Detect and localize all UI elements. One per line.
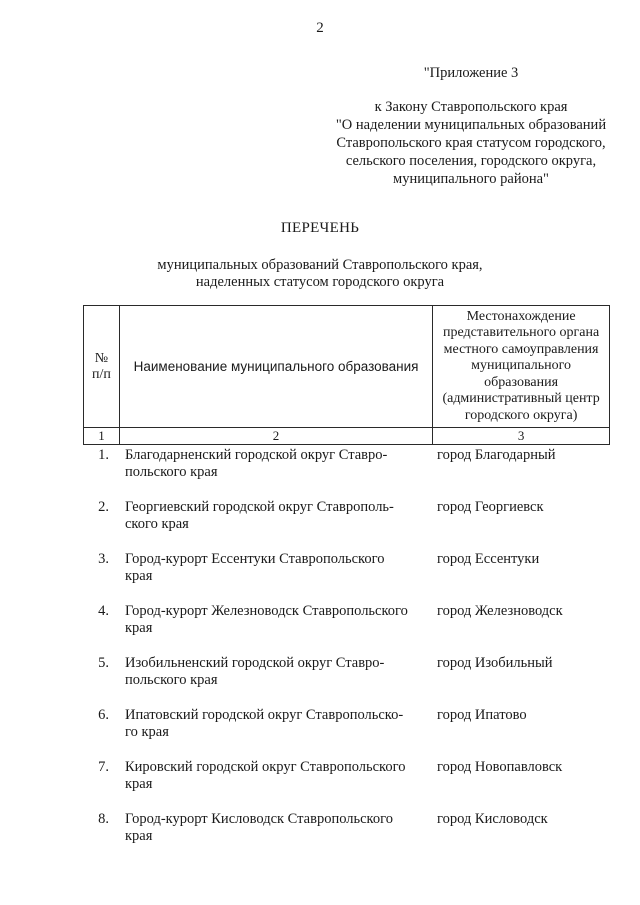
municipality-name bbox=[125, 811, 425, 845]
table-header bbox=[83, 305, 610, 445]
municipality-name-line: Город-курорт Ессентуки Ставропольского bbox=[125, 551, 385, 567]
subheading-line: муниципальных образований Ставропольского края, bbox=[157, 257, 483, 273]
municipality-name bbox=[125, 655, 425, 689]
municipality-name bbox=[125, 707, 425, 741]
appendix-line: муниципального района" bbox=[393, 171, 549, 187]
municipality-location: город Ессентуки bbox=[437, 551, 540, 567]
municipality-name-line: края bbox=[125, 828, 153, 844]
municipality-name-line: польского края bbox=[125, 672, 218, 688]
municipality-name-line: Благодарненский городской округ Ставро- bbox=[125, 447, 388, 463]
header-location-line: представительного органа bbox=[442, 325, 600, 341]
appendix-line: к Закону Ставропольского края bbox=[374, 99, 568, 115]
row-number: 3. bbox=[98, 551, 109, 567]
municipality-name-line: края bbox=[125, 568, 153, 584]
row-number: 1. bbox=[98, 447, 109, 463]
row-number: 4. bbox=[98, 603, 109, 619]
row-number: 7. bbox=[98, 759, 109, 775]
table-row bbox=[83, 811, 610, 863]
header-location-line: (административный центр bbox=[442, 391, 600, 407]
municipality-name bbox=[125, 603, 425, 637]
municipality-name-line: Изобильненский городской округ Ставро- bbox=[125, 655, 385, 671]
municipality-name-line: края bbox=[125, 776, 153, 792]
page-number: 2 bbox=[316, 20, 324, 36]
municipality-location: город Георгиевск bbox=[437, 499, 544, 515]
municipality-name bbox=[125, 551, 425, 585]
municipality-name-line: польского края bbox=[125, 464, 218, 480]
table-row bbox=[83, 707, 610, 759]
municipality-name bbox=[125, 759, 425, 793]
table-row bbox=[83, 759, 610, 811]
municipality-name-line: Город-курорт Железноводск Ставропольского bbox=[125, 603, 408, 619]
municipality-name-line: ского края bbox=[125, 516, 189, 532]
column-number-3: 3 bbox=[433, 428, 610, 445]
municipality-name-line: Георгиевский городской округ Ставрополь- bbox=[125, 499, 394, 515]
municipality-name bbox=[125, 447, 425, 481]
header-location-line: Местонахождение bbox=[466, 308, 576, 324]
municipality-location: город Кисловодск bbox=[437, 811, 548, 827]
column-number-2: 2 bbox=[119, 428, 432, 445]
document-subheading bbox=[0, 257, 640, 291]
municipality-location: город Благодарный bbox=[437, 447, 556, 463]
header-number-cell bbox=[84, 306, 120, 428]
municipality-name-line: го края bbox=[125, 724, 169, 740]
subheading-line: наделенных статусом городского округа bbox=[195, 274, 445, 290]
header-location-line: муниципального bbox=[471, 358, 572, 374]
appendix-line: сельского поселения, городского округа, bbox=[345, 153, 597, 169]
appendix-line: "О наделении муниципальных образований bbox=[335, 117, 607, 133]
column-number-1: 1 bbox=[84, 428, 120, 445]
header-location-line: городского округа) bbox=[464, 407, 578, 423]
municipality-name-line: Кировский городской округ Ставропольского bbox=[125, 759, 406, 775]
municipality-location: город Ипатово bbox=[437, 707, 527, 723]
municipality-location: город Изобильный bbox=[437, 655, 553, 671]
header-location-line: местного самоуправления bbox=[443, 341, 599, 357]
table-row bbox=[83, 655, 610, 707]
table-row bbox=[83, 499, 610, 551]
municipality-name-line: края bbox=[125, 620, 153, 636]
municipality-location: город Железноводск bbox=[437, 603, 563, 619]
appendix-title: "Приложение 3 bbox=[423, 65, 519, 81]
table-row bbox=[83, 447, 610, 499]
row-number: 5. bbox=[98, 655, 109, 671]
header-location-cell bbox=[433, 306, 610, 428]
header-number-abbr: п/п bbox=[92, 366, 111, 382]
municipality-name bbox=[125, 499, 425, 533]
row-number: 8. bbox=[98, 811, 109, 827]
municipality-name-line: Город-курорт Кисловодск Ставропольского bbox=[125, 811, 393, 827]
table-row bbox=[83, 603, 610, 655]
appendix-line: Ставропольского края статусом городского, bbox=[336, 135, 606, 151]
table-row bbox=[83, 551, 610, 603]
row-number: 2. bbox=[98, 499, 109, 515]
header-name-cell: Наименование муниципального образования bbox=[119, 306, 432, 428]
table-body bbox=[83, 447, 610, 863]
document-heading: ПЕРЕЧЕНЬ bbox=[280, 220, 360, 236]
header-location-line: образования bbox=[484, 374, 559, 390]
header-number-symbol: № bbox=[94, 350, 109, 366]
municipality-name-line: Ипатовский городской округ Ставропольско- bbox=[125, 707, 404, 723]
municipality-location: город Новопавловск bbox=[437, 759, 563, 775]
appendix-block bbox=[316, 64, 626, 188]
row-number: 6. bbox=[98, 707, 109, 723]
